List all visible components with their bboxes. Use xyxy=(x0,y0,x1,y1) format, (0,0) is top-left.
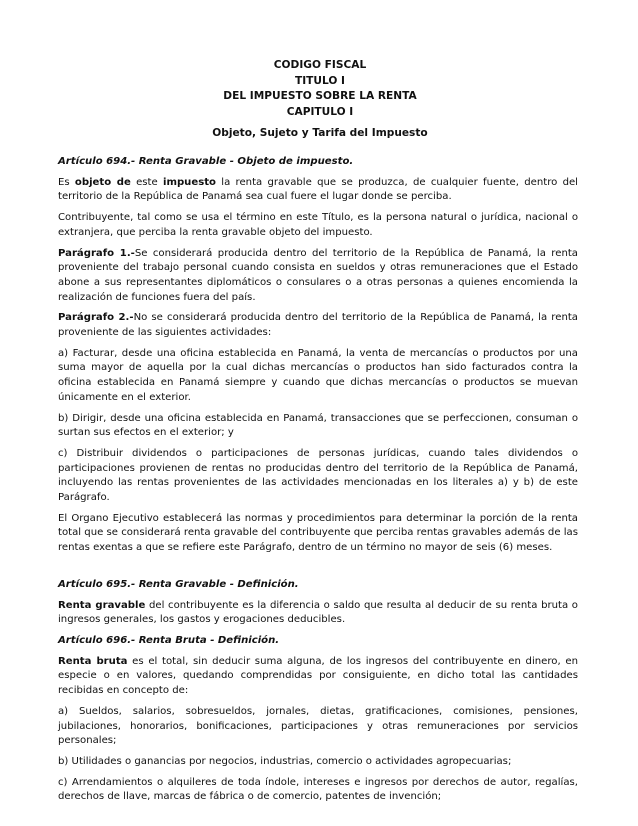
title-name: DEL IMPUESTO SOBRE LA RENTA xyxy=(223,90,417,103)
paragrafo-1 xyxy=(58,247,578,306)
document-body xyxy=(58,155,578,811)
code-title: CODIGO FISCAL xyxy=(273,59,367,71)
article-694-closing: El Organo Ejecutivo establecerá las normas y procedimientos para determinar la porción de la renta total que se considerará renta gravable del contribuyente que perciba rentas gravables además de las rentas exentas a que se refiere este Parágrafo, dentro de un término no mayor de seis (6) meses. xyxy=(58,512,578,554)
list-item-a: a) Sueldos, salarios, sobresueldos, jornales, dietas, gratificaciones, comisiones, pensiones, jubilaciones, honorarios, bonificaciones, participaciones y otras remuneraciones por servicios personales; xyxy=(58,705,578,747)
article-694-paragraph-2: Contribuyente, tal como se usa el término en este Título, es la persona natural o jurídica, nacional o extranjera, que perciba la renta gravable objeto del impuesto. xyxy=(58,212,578,238)
article-694-paragraph-1 xyxy=(58,176,578,205)
paragrafo-2 xyxy=(58,311,578,340)
text-run: es el total, sin deducir suma alguna, de los ingresos del contribuyente en dinero, en especie o en valores, quedando comprendidas por consiguiente, en dicho total las cantidades recibidas en concepto de: xyxy=(58,655,578,697)
list-item-a: a) Facturar, desde una oficina establecida en Panamá, la venta de mercancías o productos por una suma mayor de aquella por la cual dichas mercancías o productos han sido facturados contra la oficina establecida en Panamá siempre y cuando que dichas mercancías o productos se muevan únicamente en el exterior. xyxy=(58,347,578,403)
text-run: del contribuyente es la diferencia o saldo que resulta al deducir de su renta bruta o ingresos generales, los gastos y erogaciones deducibles. xyxy=(58,599,578,626)
article-696-paragraph xyxy=(58,655,578,699)
list-item-b: b) Utilidades o ganancias por negocios, industrias, comercio o actividades agropecuarias; xyxy=(58,755,512,767)
bold-term: impuesto xyxy=(162,176,216,188)
article-695-paragraph xyxy=(58,599,578,628)
article-694-heading: Artículo 694.- Renta Gravable - Objeto de impuesto. xyxy=(58,156,354,167)
article-696-heading: Artículo 696.- Renta Bruta - Definición. xyxy=(58,634,280,646)
chapter-number: CAPITULO I xyxy=(286,105,354,118)
bold-term: objeto de xyxy=(74,176,131,188)
paragrafo-text: Se considerará producida dentro del territorio de la República de Panamá, la renta proveniente del trabajo personal cuando consista en sueldos y otras remuneraciones que el Estado abone a sus representantes diplomáticos o consulares o a otras personas a quienes encomienda la realización de funciones fuera del país. xyxy=(58,247,578,303)
paragrafo-label: Parágrafo 1.- xyxy=(58,247,135,259)
list-item-c: c) Distribuir dividendos o participaciones de personas jurídicas, cuando tales dividendos o participaciones provienen de rentas no producidas dentro del territorio de la República de Panamá, incluyendo las rentas provenientes de las actividades mencionadas en los literales a) y b) de este Parágrafo. xyxy=(58,447,578,504)
paragrafo-text: No se considerará producida dentro del territorio de la República de Panamá, la renta proveniente de las siguientes actividades: xyxy=(58,312,578,339)
text-run: este xyxy=(130,176,163,188)
title-number: TITULO I xyxy=(294,74,345,87)
document-header xyxy=(0,58,638,142)
list-item-b: b) Dirigir, desde una oficina establecida en Panamá, transacciones que se perfeccionen, consuman o surtan sus efectos en el exterior; y xyxy=(58,412,578,439)
bold-term: Renta bruta xyxy=(58,655,128,667)
article-695-heading: Artículo 695.- Renta Gravable - Definición. xyxy=(58,578,299,590)
paragrafo-label: Parágrafo 2.- xyxy=(58,312,134,324)
list-item-c: c) Arrendamientos o alquileres de toda índole, intereses e ingresos por derechos de autor, regalías, derechos de llave, marcas de fábrica o de comercio, patentes de invención; xyxy=(58,776,578,803)
chapter-subtitle: Objeto, Sujeto y Tarifa del Impuesto xyxy=(212,127,428,140)
text-run: la renta gravable que se produzca, de cualquier fuente, dentro del territorio de la República de Panamá sea cual fuere el lugar donde se perciba. xyxy=(58,176,578,203)
text-run: Es xyxy=(58,176,75,188)
bold-term: Renta gravable xyxy=(58,599,146,611)
